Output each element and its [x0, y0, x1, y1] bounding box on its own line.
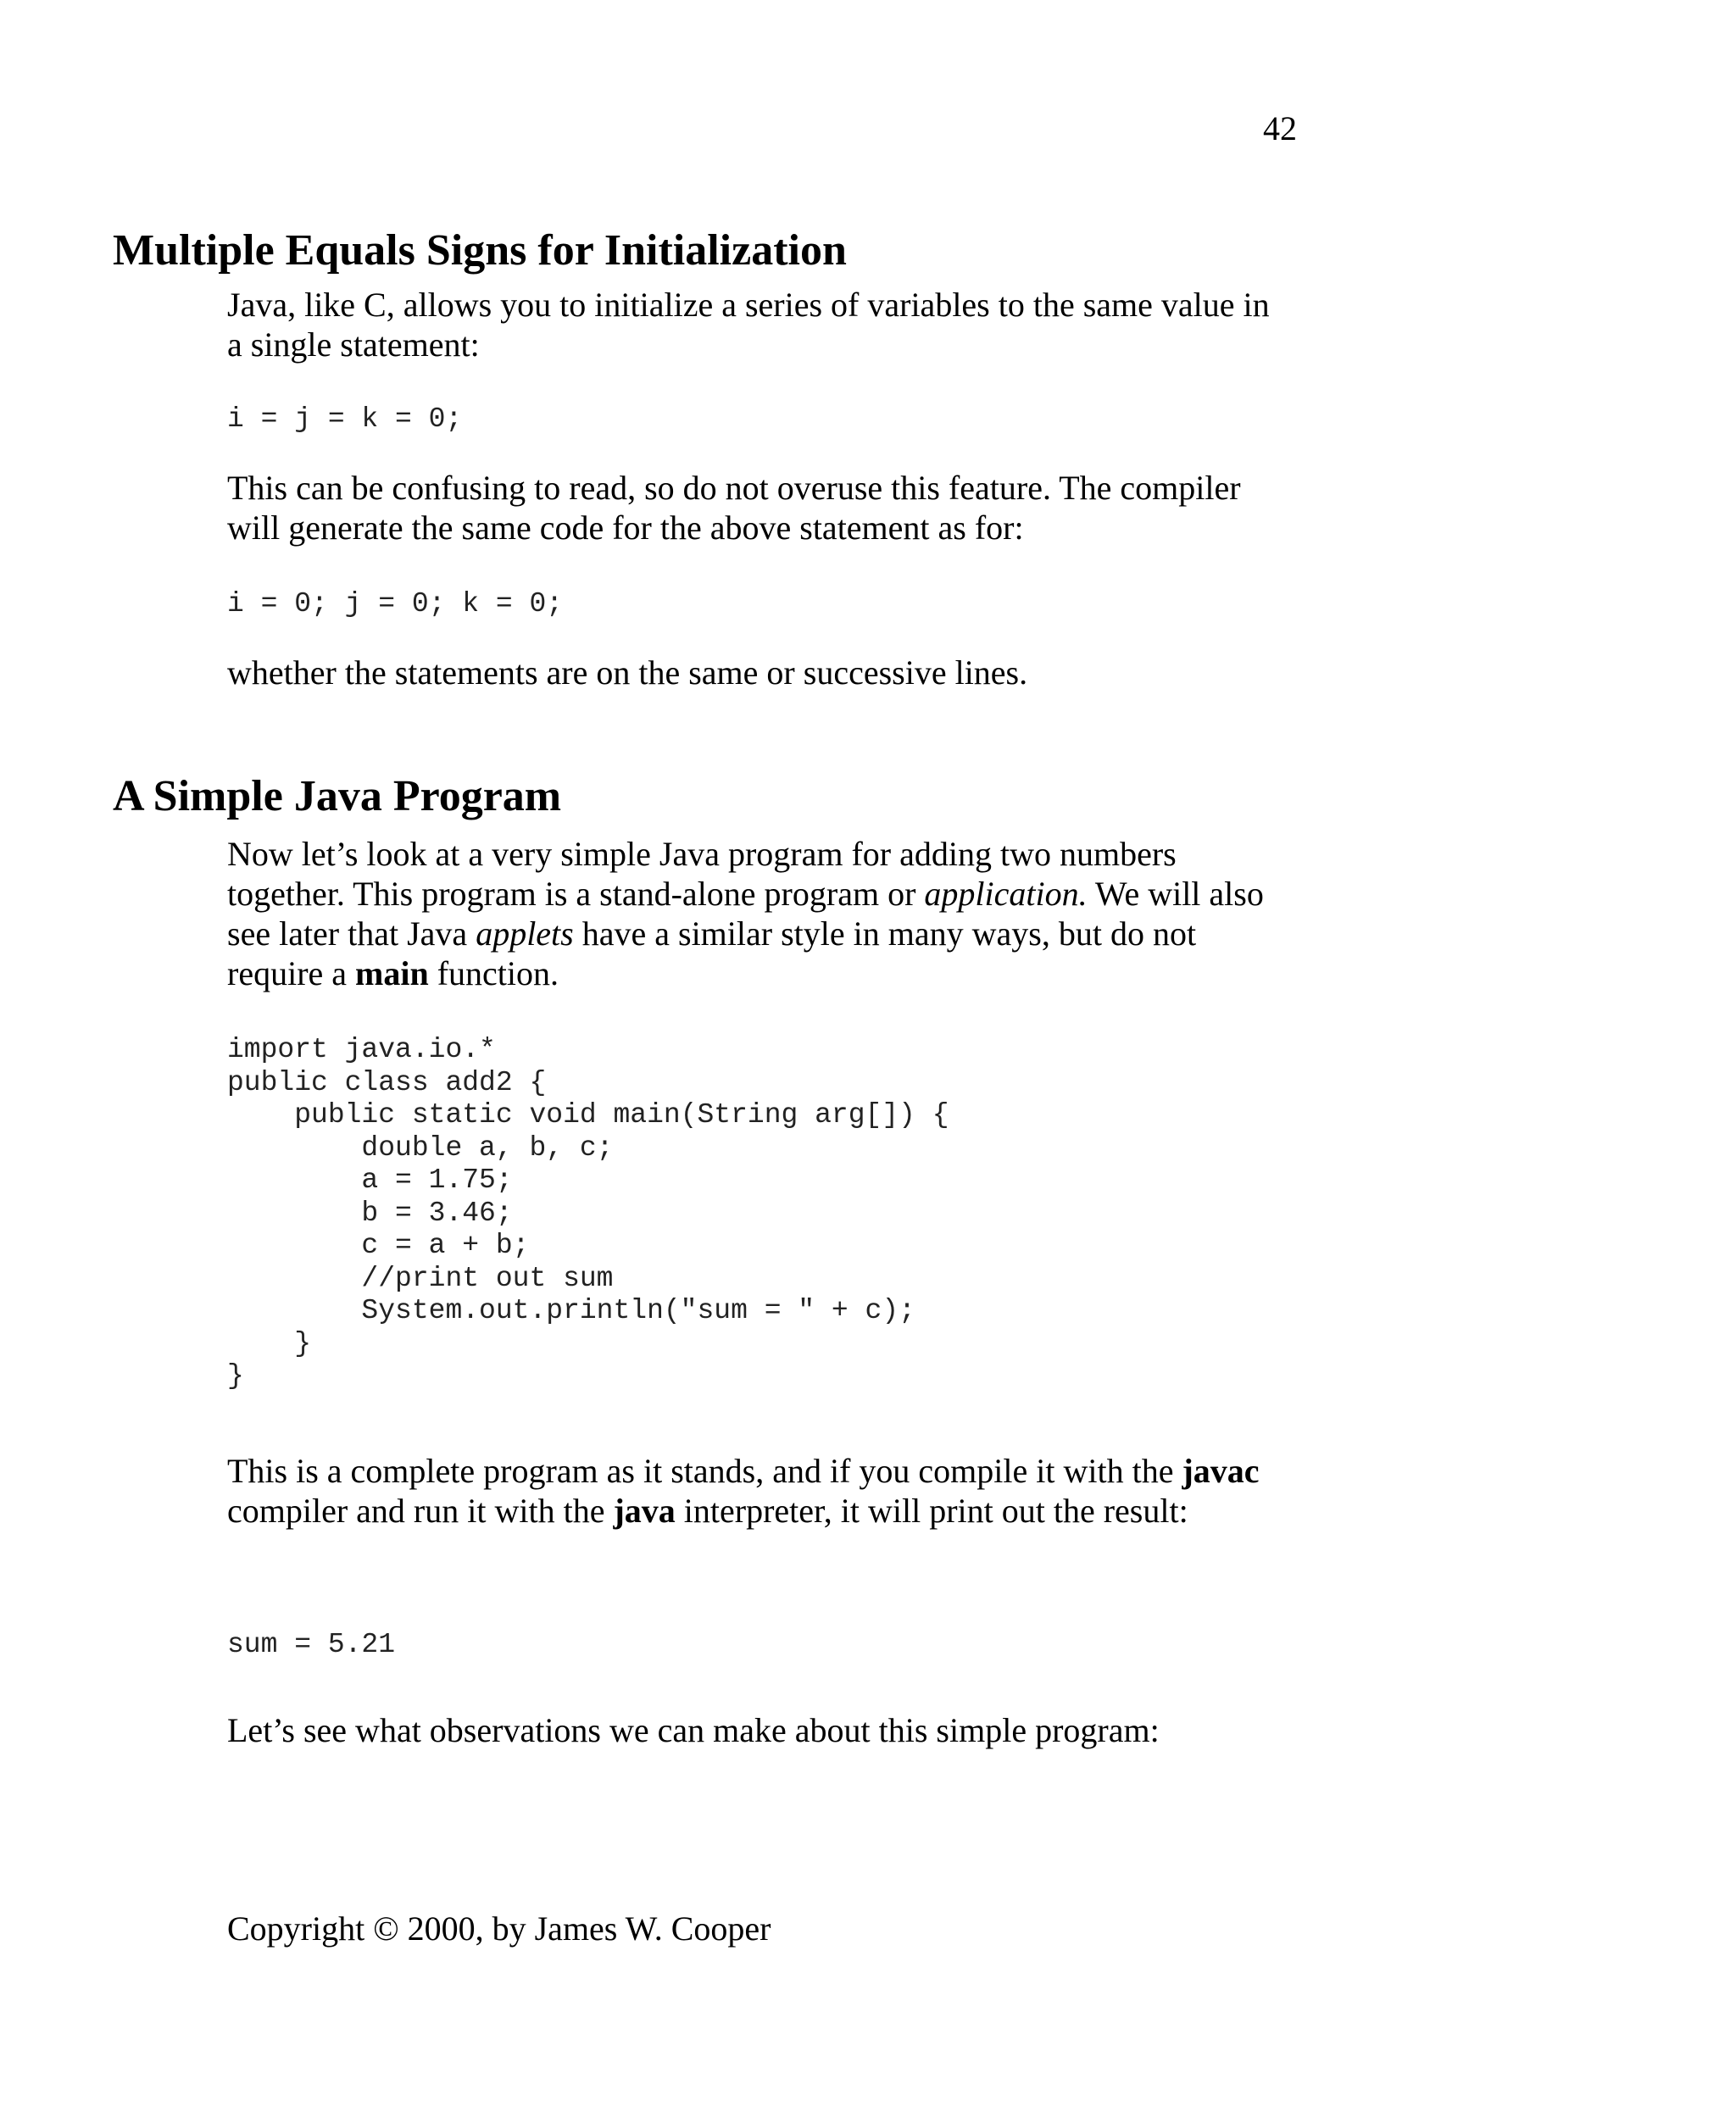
text-line [227, 953, 1329, 993]
text-line: Let’s see what observations we can make about this simple program: [227, 1711, 1160, 1749]
text-run: interpreter, it will print out the result: [675, 1492, 1188, 1530]
text-run: This is a complete program as it stands, and if you compile it with the [227, 1452, 1182, 1490]
section-heading-multiple-equals: Multiple Equals Signs for Initialization [113, 226, 847, 275]
text-run: compiler and run it with the [227, 1492, 614, 1530]
paragraph-compile-and-run [227, 1451, 1329, 1531]
code-block-output: sum = 5.21 [227, 1629, 396, 1660]
text-run: have a similar style in many ways, but do not [573, 914, 1197, 953]
emphasis-application: application. [924, 875, 1088, 913]
text-line: This can be confusing to read, so do not overuse this feature. The compiler [227, 469, 1241, 507]
paragraph-program-intro [227, 834, 1329, 993]
code-block-chained-assignment: i = j = k = 0; [227, 403, 463, 435]
emphasis-applets: applets [476, 914, 574, 953]
text-run: see later that Java [227, 914, 476, 953]
text-run: together. This program is a stand-alone program or [227, 875, 925, 913]
text-run: function. [428, 954, 559, 992]
text-line: whether the statements are on the same or successive lines. [227, 653, 1028, 692]
bold-java: java [613, 1492, 676, 1530]
text-line [227, 914, 1329, 953]
text-run: We will also [1087, 875, 1264, 913]
text-line [227, 874, 1329, 914]
text-line [227, 1491, 1329, 1531]
bold-main: main [355, 954, 429, 992]
paragraph-observations [227, 1710, 1329, 1750]
paragraph-successive-lines [227, 653, 1329, 692]
copyright-footer: Copyright © 2000, by James W. Cooper [227, 1909, 771, 1948]
paragraph-confusing-warning [227, 468, 1329, 547]
page-number: 42 [1263, 109, 1297, 147]
code-block-add2-program: import java.io.* public class add2 { public static void main(String arg[]) { double a, b, c; a = 1.75; b = 3.46; c = a + b; //print out sum System.out.println("sum = " + c); } } [227, 1034, 949, 1392]
section-heading-simple-program: A Simple Java Program [113, 772, 562, 820]
bold-javac: javac [1182, 1452, 1260, 1490]
code-block-separate-assignment: i = 0; j = 0; k = 0; [227, 588, 564, 620]
text-line: Now let’s look at a very simple Java program for adding two numbers [227, 835, 1177, 873]
text-line: a single statement: [227, 325, 480, 364]
text-line [227, 1451, 1329, 1491]
text-line: Java, like C, allows you to initialize a series of variables to the same value in [227, 286, 1270, 324]
paragraph-intro-initialization [227, 285, 1329, 364]
text-run: require a [227, 954, 356, 992]
text-line: will generate the same code for the above statement as for: [227, 509, 1024, 547]
